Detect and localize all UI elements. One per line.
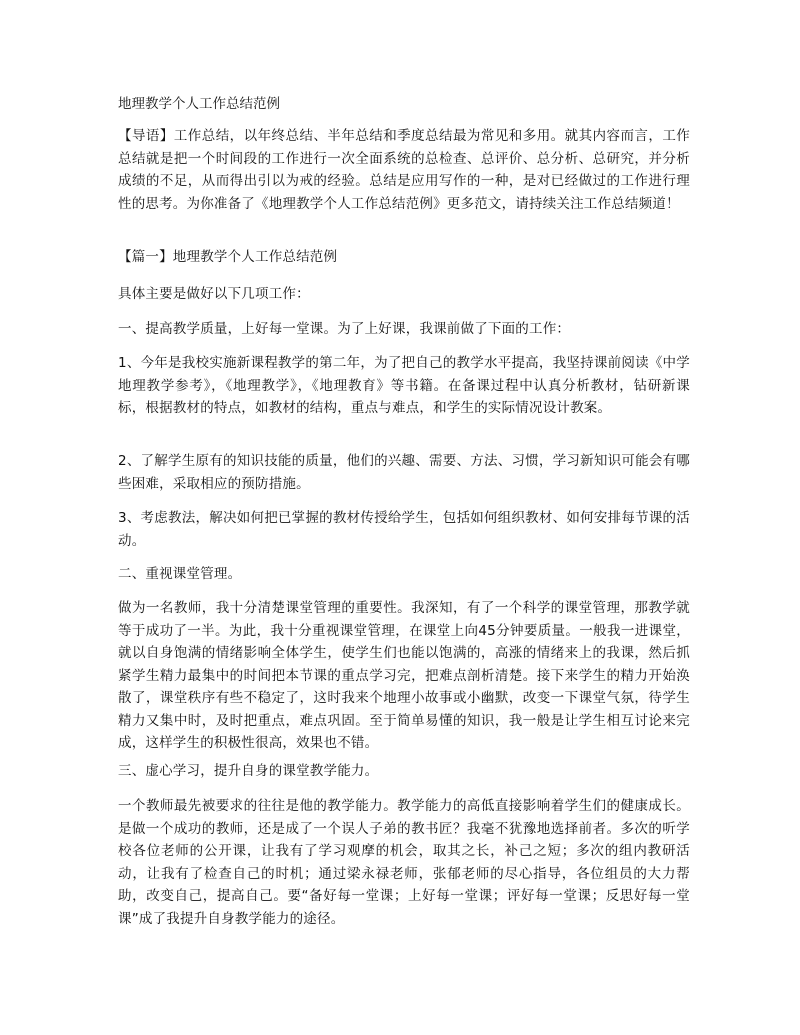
paragraph-teaching-ability: 一个教师最先被要求的往往是他的教学能力。教学能力的高低直接影响着学生们的健康成长。是做一个成功的教师，还是成了一个误人子弟的教书匠？我毫不犹豫地选择前者。多次的听学校各位老师的公开课，让我有了学习观摩的机会，取其之长，补己之短；多次的组内教研活动，让我有了检查自己的时机；通过梁永禄老师，张郁老师的尽心指导，各位组员的大力帮助，改变自己，提高自己。要“备好每一堂课；上好每一堂课；评好每一堂课；反思好每一堂课”成了我提升自身教学能力的途径。 (118, 798, 690, 927)
intro-paragraph: 【导语】工作总结，以年终总结、半年总结和季度总结最为常见和多用。就其内容而言，工作总结就是把一个时间段的工作进行一次全面系统的总检查、总评价、总分析、总研究，并分析成绩的不足，从而得出引以为戒的经验。总结是应用写作的一种，是对已经做过的工作进行理性的思考。为你准备了《地理教学个人工作总结范例》更多范文，请持续关注工作总结频道！ (118, 128, 690, 212)
paragraph-item-1: 1、今年是我校实施新课程教学的第二年，为了把自己的教学水平提高，我坚持课前阅读《中学地理教学参考》，《地理教学》，《地理教育》等书籍。在备课过程中认真分析教材，钻研新课标，根据教材的特点，如教材的结构，重点与难点，和学生的实际情况设计教案。 (118, 355, 690, 416)
heading-learn-humbly: 三、虚心学习，提升自身的课堂教学能力。 (118, 763, 379, 779)
document-title: 地理教学个人工作总结范例 (118, 96, 280, 112)
paragraph-overview: 具体主要是做好以下几项工作： (118, 286, 310, 302)
paragraph-classroom-management: 做为一名教师，我十分清楚课堂管理的重要性。我深知，有了一个科学的课堂管理，那教学就等于成功了一半。为此，我十分重视课堂管理，在课堂上向45分钟要质量。一般我一进课堂，就以自身饱满的情绪影响全体学生，使学生们也能以饱满的，高涨的情绪来上的我课，然后抓紧学生精力最集中的时间把本节课的重点学习完，把难点剖析清楚。接下来学生的精力开始涣散了，课堂秩序有些不稳定了，这时我来个地理小故事或小幽默，改变一下课堂气氛，待学生精力又集中时，及时把重点，难点巩固。至于简单易懂的知识，我一般是让学生相互讨论来完成，这样学生的积极性很高，效果也不错。 (118, 600, 690, 751)
heading-classroom-management: 二、重视课堂管理。 (118, 566, 242, 582)
paragraph-item-3: 3、考虑教法，解决如何把已掌握的教材传授给学生，包括如何组织教材、如何安排每节课的活动。 (118, 510, 690, 549)
paragraph-item-2: 2、了解学生原有的知识技能的质量，他们的兴趣、需要、方法、习惯，学习新知识可能会有哪些困难，采取相应的预防措施。 (118, 453, 690, 492)
heading-improve-quality: 一、提高教学质量，上好每一堂课。为了上好课，我课前做了下面的工作： (118, 321, 571, 337)
section-heading-part-one: 【篇一】地理教学个人工作总结范例 (118, 249, 338, 265)
